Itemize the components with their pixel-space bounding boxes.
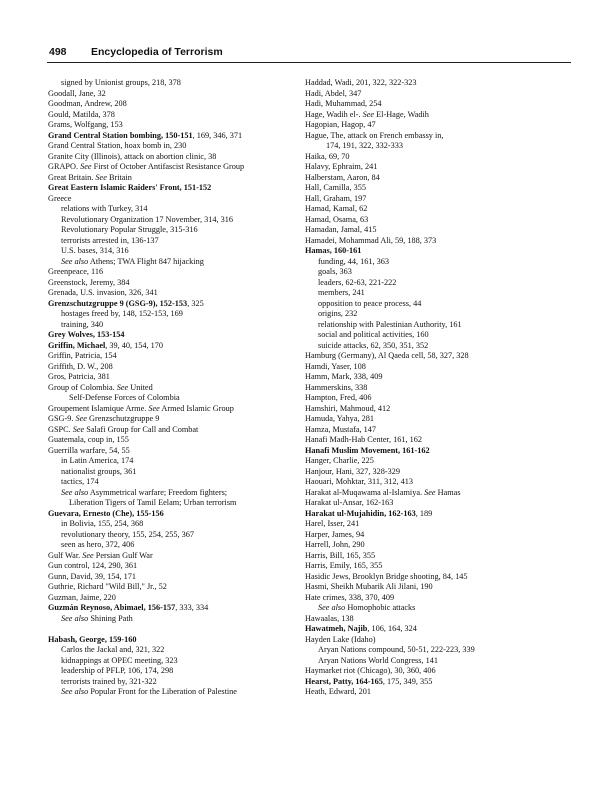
- index-entry: Grenzschutzgruppe 9 (GSG-9), 152-153, 325: [48, 298, 204, 308]
- index-entry: Gould, Matilda, 378: [48, 109, 115, 119]
- index-entry: leaders, 62-63, 221-222: [318, 277, 397, 287]
- index-entry: Griffith, D. W., 208: [48, 361, 113, 371]
- index-entry: seen as hero, 372, 406: [61, 540, 135, 549]
- index-entry: Hampton, Fred, 406: [305, 393, 372, 402]
- index-entry: Group of Colombia. See United: [48, 382, 153, 392]
- index-entry: Grand Central Station, hoax bomb in, 230: [48, 141, 187, 150]
- index-entry: Hamburg (Germany), Al Qaeda cell, 58, 327, 328: [305, 351, 469, 360]
- index-entry: See also Shining Path: [61, 613, 133, 623]
- index-entry: Guzman, Jaime, 220: [48, 592, 116, 602]
- index-entry: terrorists trained by, 321-322: [61, 676, 157, 686]
- index-entry: Hamadan, Jamal, 415: [305, 225, 377, 234]
- index-entry: Gros, Patricia, 381: [48, 372, 110, 381]
- index-entry: terrorists arrested in, 136-137: [61, 235, 159, 245]
- index-heading: Guevara, Ernesto (Che), 155-156: [48, 508, 164, 518]
- index-entry: kidnappings at OPEC meeting, 323: [61, 655, 178, 665]
- index-entry: Haika, 69, 70: [305, 151, 350, 161]
- index-entry: Harakat ul-Ansar, 162-163: [305, 498, 394, 507]
- index-column-left: [48, 78, 303, 698]
- index-entry: Hamshiri, Mahmoud, 412: [305, 403, 391, 413]
- index-entry: Granite City (Illinois), attack on abortion clinic, 38: [48, 151, 217, 161]
- index-entry: members, 241: [318, 288, 365, 297]
- header-rule: [47, 62, 571, 63]
- index-entry: See also Athens; TWA Flight 847 hijacking: [61, 256, 204, 266]
- index-entry: Haouari, Mohktar, 311, 312, 413: [305, 477, 413, 486]
- index-entry: Heath, Edward, 201: [305, 687, 371, 696]
- index-entry: Grand Central Station bombing, 150-151, 169, 346, 371: [48, 130, 243, 140]
- index-entry: Revolutionary Organization 17 November, 314, 316: [61, 214, 234, 224]
- index-entry: See also Asymmetrical warfare; Freedom fighters;: [61, 487, 228, 497]
- index-entry: [305, 446, 560, 457]
- index-heading: Hamas, 160-161: [305, 246, 362, 255]
- index-entry: Self-Defense Forces of Colombia: [69, 393, 180, 402]
- index-entry: Great Britain. See Britain: [48, 172, 132, 182]
- index-entry: Hanafi Madh-Hab Center, 161, 162: [305, 435, 422, 444]
- index-entry: Harrell, John, 290: [305, 540, 365, 549]
- index-entry: Grams, Wolfgang, 153: [48, 120, 123, 129]
- index-entry: Hawaalas, 138: [305, 613, 354, 623]
- index-entry: Griffin, Michael, 39, 40, 154, 170: [48, 340, 164, 350]
- index-entry: Guthrie, Richard "Wild Bill," Jr., 52: [48, 582, 167, 591]
- index-entry: Hamza, Mustafa, 147: [305, 424, 377, 434]
- index-entry: [48, 183, 303, 194]
- index-entry: [48, 509, 303, 520]
- index-entry: suicide attacks, 62, 350, 351, 352: [318, 340, 429, 350]
- index-entry: Grenada, U.S. invasion, 326, 341: [48, 288, 158, 297]
- index-heading: Hawatmeh, Najib: [305, 624, 368, 633]
- index-entry: Greenpeace, 116: [48, 267, 104, 276]
- index-heading: Griffin, Michael: [48, 340, 106, 350]
- index-entry: Gunn, David, 39, 154, 171: [48, 571, 136, 581]
- index-entry: Haymarket riot (Chicago), 30, 360, 406: [305, 666, 436, 675]
- index-entry: Hagopian, Hagop, 47: [305, 120, 376, 129]
- index-entry: Hanjour, Hani, 327, 328-329: [305, 466, 400, 476]
- index-entry: Groupement Islamique Arme. See Armed Islamic Group: [48, 403, 234, 413]
- index-entry: Hague, The, attack on French embassy in,: [305, 130, 444, 140]
- index-entry: Halberstam, Aaron, 84: [305, 172, 380, 182]
- index-entry: Greece: [48, 193, 72, 203]
- index-entry: leadership of PFLP, 106, 174, 298: [61, 666, 174, 675]
- index-entry: training, 340: [61, 319, 104, 329]
- index-heading: Harakat ul-Mujahidin, 162-163: [305, 508, 416, 518]
- index-entry: tactics, 174: [61, 477, 99, 486]
- index-entry: Hall, Camilla, 355: [305, 183, 366, 192]
- index-entry: Hall, Graham, 197: [305, 193, 367, 203]
- index-entry: Harakat ul-Mujahidin, 162-163, 189: [305, 508, 433, 518]
- index-entry: See also Homophobic attacks: [318, 603, 416, 612]
- index-entry: Hawatmeh, Najib, 106, 164, 324: [305, 624, 417, 633]
- index-entry: GSPC. See Salafi Group for Call and Combat: [48, 424, 199, 434]
- index-entry: Hage, Wadih el-. See El-Hage, Wadih: [305, 109, 429, 119]
- index-entry: [48, 624, 303, 635]
- index-entry: Harel, Isser, 241: [305, 519, 360, 528]
- index-entry: in Bolivia, 155, 254, 368: [61, 519, 144, 528]
- index-entry: Goodall, Jane, 32: [48, 88, 106, 98]
- index-heading: Habash, George, 159-160: [48, 634, 137, 644]
- index-entry: opposition to peace process, 44: [318, 298, 422, 308]
- index-entry: Harris, Emily, 165, 355: [305, 561, 383, 570]
- index-entry: Halavy, Ephraim, 241: [305, 162, 378, 171]
- index-heading: Hearst, Patty, 164-165: [305, 676, 383, 686]
- index-entry: Hamad, Kamal, 62: [305, 204, 368, 213]
- index-entry: Hamuda, Yahya, 281: [305, 414, 374, 423]
- index-entry: hostages freed by, 148, 152-153, 169: [61, 309, 183, 318]
- index-entry: Goodman, Andrew, 208: [48, 99, 127, 108]
- index-entry: Revolutionary Popular Struggle, 315-316: [61, 225, 198, 234]
- index-entry: in Latin America, 174: [61, 456, 134, 465]
- index-entry: See also Popular Front for the Liberation of Palestine: [61, 687, 237, 696]
- index-heading: Grand Central Station bombing, 150-151: [48, 130, 193, 140]
- index-entry: Hamm, Mark, 338, 409: [305, 372, 383, 381]
- index-column-right: [305, 78, 560, 698]
- index-entry: Gulf War. See Persian Gulf War: [48, 550, 153, 560]
- index-entry: revolutionary theory, 155, 254, 255, 367: [61, 529, 195, 539]
- index-entry: Carlos the Jackal and, 321, 322: [61, 645, 165, 654]
- index-entry: Hanger, Charlie, 225: [305, 456, 374, 465]
- index-entry: Hate crimes, 338, 370, 409: [305, 592, 395, 602]
- index-entry: Liberation Tigers of Tamil Eelam; Urban terrorism: [69, 498, 237, 507]
- index-entry: Guatemala, coup in, 155: [48, 435, 129, 444]
- index-entry: [305, 246, 560, 257]
- index-entry: Aryan Nations World Congress, 141: [318, 655, 438, 665]
- index-entry: Hamadei, Mohammad Ali, 59, 188, 373: [305, 235, 437, 245]
- index-entry: Harris, Bill, 165, 355: [305, 550, 376, 560]
- index-entry: Guerrilla warfare, 54, 55: [48, 445, 130, 455]
- index-entry: Hamdi, Yaser, 108: [305, 361, 366, 371]
- page-number: 498: [49, 46, 67, 58]
- index-heading: Hanafi Muslim Movement, 161-162: [305, 445, 430, 455]
- index-entry: Greenstock, Jeremy, 384: [48, 277, 130, 287]
- index-entry: nationalist groups, 361: [61, 466, 137, 476]
- index-entry: social and political activities, 160: [318, 330, 429, 339]
- index-entry: Hadi, Muhammad, 254: [305, 99, 382, 108]
- index-entry: Aryan Nations compound, 50-51, 222-223, 339: [318, 645, 475, 654]
- index-entry: signed by Unionist groups, 218, 378: [61, 78, 181, 87]
- index-entry: Hasmi, Sheikh Mubarik Ali Jilani, 190: [305, 582, 433, 591]
- index-entry: GRAPO. See First of October Antifascist Resistance Group: [48, 162, 245, 171]
- index-entry: U.S. bases, 314, 316: [61, 246, 129, 255]
- running-title: Encyclopedia of Terrorism: [91, 46, 223, 58]
- index-heading: Guzmán Reynoso, Abimael, 156-157: [48, 603, 176, 612]
- index-entry: [48, 330, 303, 341]
- index-entry: GSG-9. See Grenzschutzgruppe 9: [48, 414, 160, 423]
- index-entry: Hearst, Patty, 164-165, 175, 349, 355: [305, 676, 433, 686]
- index-entry: Harakat al-Muqawama al-Islamiya. See Hamas: [305, 487, 461, 497]
- index-entry: goals, 363: [318, 267, 352, 276]
- index-entry: [48, 635, 303, 646]
- index-entry: 174, 191, 322, 332-333: [326, 141, 403, 150]
- index-entry: Gun control, 124, 290, 361: [48, 561, 138, 570]
- index-entry: Hasidic Jews, Brooklyn Bridge shooting, 84, 145: [305, 571, 468, 581]
- index-heading: Great Eastern Islamic Raiders' Front, 151-152: [48, 183, 212, 192]
- index-heading: Grey Wolves, 153-154: [48, 330, 125, 339]
- index-entry: funding, 44, 161, 363: [318, 256, 390, 266]
- index-entry: origins, 232: [318, 309, 358, 318]
- index-entry: Guzmán Reynoso, Abimael, 156-157, 333, 334: [48, 603, 209, 612]
- index-entry: Griffin, Patricia, 154: [48, 351, 117, 360]
- index-entry: Hamad, Osama, 63: [305, 214, 369, 224]
- index-entry: Hammerskins, 338: [305, 382, 368, 392]
- index-entry: relationship with Palestinian Authority, 161: [318, 319, 462, 329]
- index-entry: Harper, James, 94: [305, 529, 365, 539]
- index-entry: Hayden Lake (Idaho): [305, 634, 376, 644]
- index-entry: relations with Turkey, 314: [61, 204, 148, 213]
- index-entry: Haddad, Wadi, 201, 322, 322-323: [305, 78, 417, 87]
- index-heading: Grenzschutzgruppe 9 (GSG-9), 152-153: [48, 298, 188, 308]
- index-entry: Hadi, Abdel, 347: [305, 88, 362, 98]
